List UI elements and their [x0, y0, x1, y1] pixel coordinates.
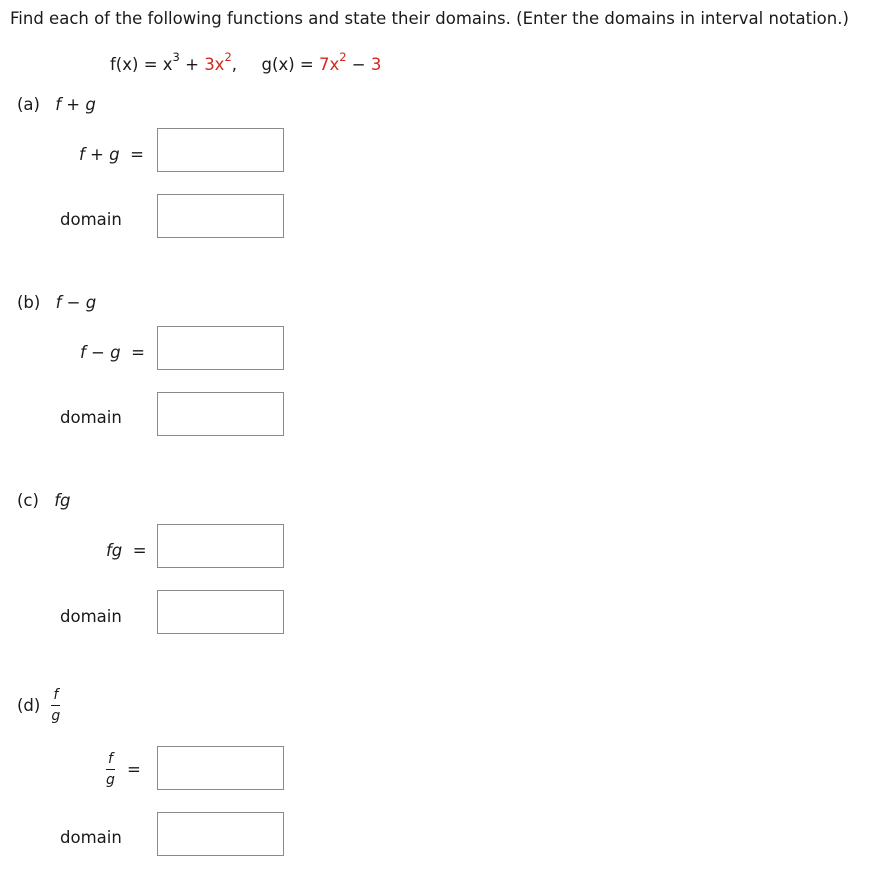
- part-b-domain-input[interactable]: [157, 392, 284, 436]
- part-c-expression: fg: [54, 491, 71, 510]
- part-d-answer-label: $\frac{f}{g}$ =: [106, 751, 141, 788]
- part-c-tag: (c): [17, 491, 39, 510]
- part-d-domain-label: domain: [60, 828, 122, 847]
- part-d-domain-input[interactable]: [157, 812, 284, 856]
- part-c-answer-input[interactable]: [157, 524, 284, 568]
- part-b-answer-input[interactable]: [157, 326, 284, 370]
- part-c-heading: [17, 491, 71, 510]
- part-a-expression: f + g: [55, 95, 96, 114]
- instructions-text: Find each of the following functions and state their domains. (Enter the domains in interval notation.): [10, 9, 849, 28]
- part-c-domain-label: domain: [60, 607, 122, 626]
- function-definitions: [110, 52, 381, 74]
- part-d-fraction: $\frac{f}{g}$: [51, 687, 61, 724]
- part-d-heading: [17, 688, 60, 723]
- part-b-heading: [17, 293, 96, 312]
- g-definition: $g(x) = 7x^2 - 3$: [261, 50, 382, 74]
- part-a-answer-input[interactable]: [157, 128, 284, 172]
- part-b-domain-label: domain: [60, 408, 122, 427]
- part-d-tag: (d): [17, 696, 41, 715]
- part-b-expression: f − g: [55, 293, 97, 312]
- part-a-domain-label: domain: [60, 210, 122, 229]
- part-b-answer-label: f − g =: [80, 343, 145, 362]
- part-b-tag: (b): [17, 293, 41, 312]
- part-d-answer-input[interactable]: [157, 746, 284, 790]
- part-c-domain-input[interactable]: [157, 590, 284, 634]
- part-a-tag: (a): [17, 95, 40, 114]
- part-d-answer-fraction: $\frac{f}{g}$: [106, 751, 115, 788]
- part-a-answer-label: f + g =: [79, 145, 144, 164]
- f-definition: $f(x) = x^3 + 3x^2$,: [110, 50, 238, 74]
- part-a-domain-input[interactable]: [157, 194, 284, 238]
- part-c-answer-label: fg =: [106, 541, 147, 560]
- part-a-heading: [17, 95, 96, 114]
